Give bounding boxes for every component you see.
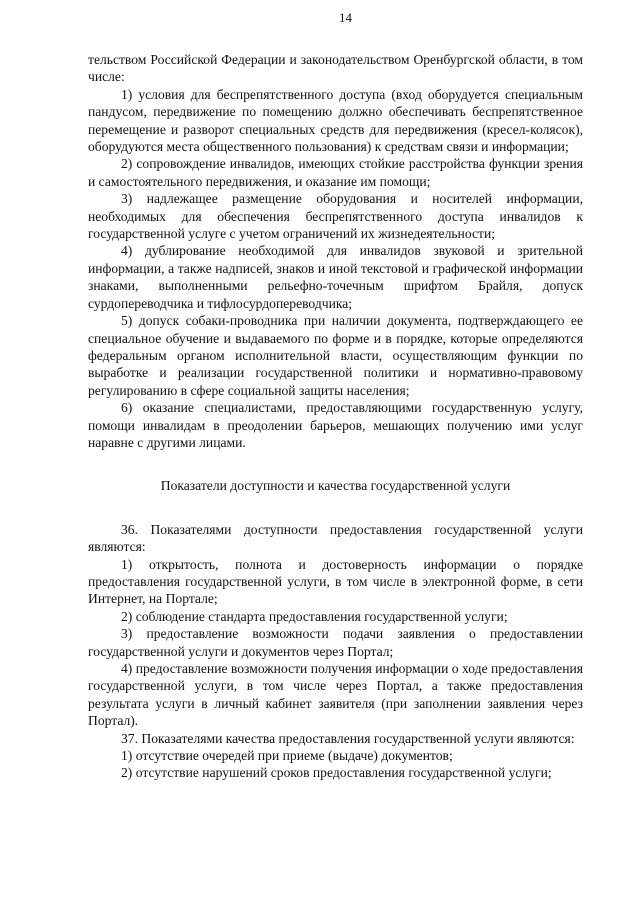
list-item-progress-info: 4) предоставление возможности получения информации о ходе предоставления государственной услуги, в том числе через Портал, а также предоставления результата услуги в личный кабинет заявителя (при заполнении заявления через Портал). [88, 661, 584, 729]
list-item-application-portal: 3) предоставление возможности подачи заявления о предоставлении государственной услуги и документов через Портал; [88, 626, 583, 659]
page-number: 14 [339, 10, 352, 25]
list-item-specialist-help: 6) оказание специалистами, предоставляющими государственную услугу, помощи инвалидам в преодолении барьеров, мешающих получению ими услуг наравне с другими лицами. [88, 400, 583, 450]
clause-36: 36. Показателями доступности предоставления государственной услуги являются: [88, 521, 583, 555]
list-item-no-queues: 1) отсутствие очередей при приеме (выдаче) документов; [121, 748, 453, 764]
paragraph-continuation: тельством Российской Федерации и законодательством Оренбургской области, в том числе: [88, 52, 583, 85]
list-item-access-conditions: 1) условия для беспрепятственного доступа (вход оборудуется специальным пандусом, передвижение по помещению должно обеспечивать беспрепятственное перемещение и разворот специальных средств для передвижения (кресел-колясок), оборудуются места общественного пользования) к средствам связи и информации; [88, 86, 583, 155]
list-item-openness: 1) открытость, полнота и достоверность информации о порядке предоставления государственной услуги, в том числе в электронной форме, в сети Интернет, на Портале; [88, 556, 583, 607]
list-item-equipment-placement: 3) надлежащее размещение оборудования и носителей информации, необходимых для обеспечения беспрепятственного доступа инвалидов к государственной услуге с учетом ограничений их жизнедеятельности; [88, 191, 583, 242]
document-body [88, 51, 583, 782]
list-item-no-delays: 2) отсутствие нарушений сроков предоставления государственной услуги; [121, 765, 552, 781]
section-heading: Показатели доступности и качества государственной услуги [160, 478, 511, 494]
list-item-standard: 2) соблюдение стандарта предоставления государственной услуги; [121, 608, 508, 624]
list-item-duplication: 4) дублирование необходимой для инвалидов звуковой и зрительной информации, а также надписей, знаков и иной текстовой и графической информации знаками, выполненными рельефно-точечным шрифтом Брайля, допуск сурдопереводчика и тифлосурдопереводчика; [88, 243, 583, 311]
clause-37: 37. Показателями качества предоставления государственной услуги являются: [121, 730, 575, 746]
list-item-guide-dog: 5) допуск собаки-проводника при наличии документа, подтверждающего ее специальное обучение и выдаваемого по форме и в порядке, которые определяются федеральным органом исполнительной власти, осуществляющим функции по выработке и реализации государственной политики и нормативно-правовому регулированию в сфере социальной защиты населения; [88, 313, 583, 398]
list-item-escort: 2) сопровождение инвалидов, имеющих стойкие расстройства функции зрения и самостоятельного передвижения, и оказание им помощи; [88, 156, 583, 189]
